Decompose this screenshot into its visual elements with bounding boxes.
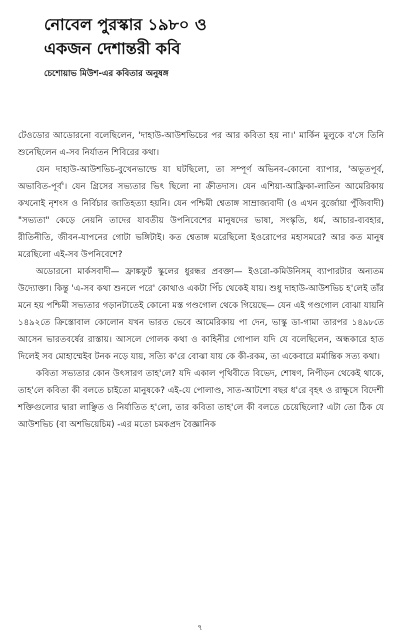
- page-title-line-2: একজন দেশান্তরী কবি: [44, 39, 181, 58]
- body-text: [18, 128, 384, 434]
- paragraph-1: টেওডোর আডোরনো বলেছিলেন, 'দাহাউ-আউশভিচের পর আর কবিতা হয় না।' মার্কিন মুলুকে ব'সে তিনি শুনেছিলেন এ-সব নির্যাতন শিবিরের কথা।: [18, 131, 384, 158]
- page-title-line-1: নোবেল পুরস্কার ১৯৮০ ও: [44, 15, 207, 34]
- page-number: ৭: [197, 623, 203, 632]
- paragraph-3: অডোরনো মার্কসবাদী— ফ্রাঙ্কফুর্ট স্কুলের ধুরন্ধর প্রবক্তা— ইওরো-কমিউনিসম্ ব্যাপারটার অন্যতম উদ্যোক্তা। কিন্তু 'এ-সব কথা শুনলে পরে' কোথাও একটা পিঁচ থেকেই যায়। শুধু দাহাউ-আউশভিচ হ'লেই তাঁর মনে হয় পশ্চিমী সভ্যতার গড়ানটাতেই কোনো মস্ত গণ্ডগোল থেকে গিয়েছে— যেন এই গণ্ডগোল বোঝা যায়নি ১৪৯২তে ক্রিস্তোবাল কোলোন যখন ভারত ভেবে আমেরিকায় পা দেন, ভাস্কু ডা-গামা তারপর ১৪৯৮তে আসেন ভারতবর্ষের রাস্তায়। আসলে গোলক কথা ও কাহিনীর গোপাল যদি যে বলেছিলেন, অন্ধকারে হাত দিলেই সব মোহাম্মেইব টনক নড়ে যায়, সত্যি ক'রে বোঝা যায় কে কী-রকম, তা একেবারে মর্মান্তিক সত্য কথা।: [18, 267, 384, 362]
- page-subtitle: চেশোয়াভ মিউশ-এর কবিতার অনুষঙ্গ: [44, 69, 169, 79]
- title-block: [44, 14, 374, 80]
- paragraph-4: কবিতা সভ্যতার কোন উৎসারণ তাহ'লে? যদি একাল পৃথিবীতে বিভেদ, শোষণ, নিপীড়ন থেকেই থাকে, তাহ'লে কবিতা কী বলতে চাইতো মানুষকে? এই-যে পোলাণ্ড, সাত-আটশো বছর ধ'রে বৃহৎ ও রাক্ষুসে বিদেশী শক্তিগুলোর দ্বারা লাঞ্ছিত ও নির্যাতিত হ'লো, তার কবিতা তাহ'লে কী বলতে চেয়েছিলো? এটা তো ঠিক যে আউশভিচ (বা অশভিয়েচিম) -এর মতো চমকপ্রদ বৈজ্ঞানিক: [18, 369, 384, 430]
- paragraph-2: যেন দাহাউ-আউশভিচ-বুখেনভাল্ডে যা ঘটছিলো, তা সম্পূর্ণ অভিনব-কোনো ব্যাপার, 'অভূতপূর্ব, অভাবিত-পূর্ব'। যেন গ্রিসের সভ্যতার ভিৎ ছিলো না ক্রীতদাস। যেন এশিয়া-আফ্রিকা-লাতিন আমেরিকায় কখনোই নৃশংস ও নির্বিচার জাতিহত্যা হয়নি। যেন পশ্চিমী শ্বেতাঙ্গ সাম্রাজ্যবাদী (ও এখন বুর্জোয়া পুঁজিবাদী) "সভ্যতা" কেড়ে নেয়নি তাদের যাবতীয় উপনিবেশের মানুষদের ভাষা, সংস্কৃতি, ধর্ম, আচার-ব্যবহার, রীতিনীতি, জীবন-যাপনের গোটা ভঙ্গিটাই। কত শ্বেতাঙ্গ মরেছিলো ইওরোপের মহাসমরে? আর কত মানুষ মরেছিলো এই-সব উপনিবেশে?: [18, 165, 384, 260]
